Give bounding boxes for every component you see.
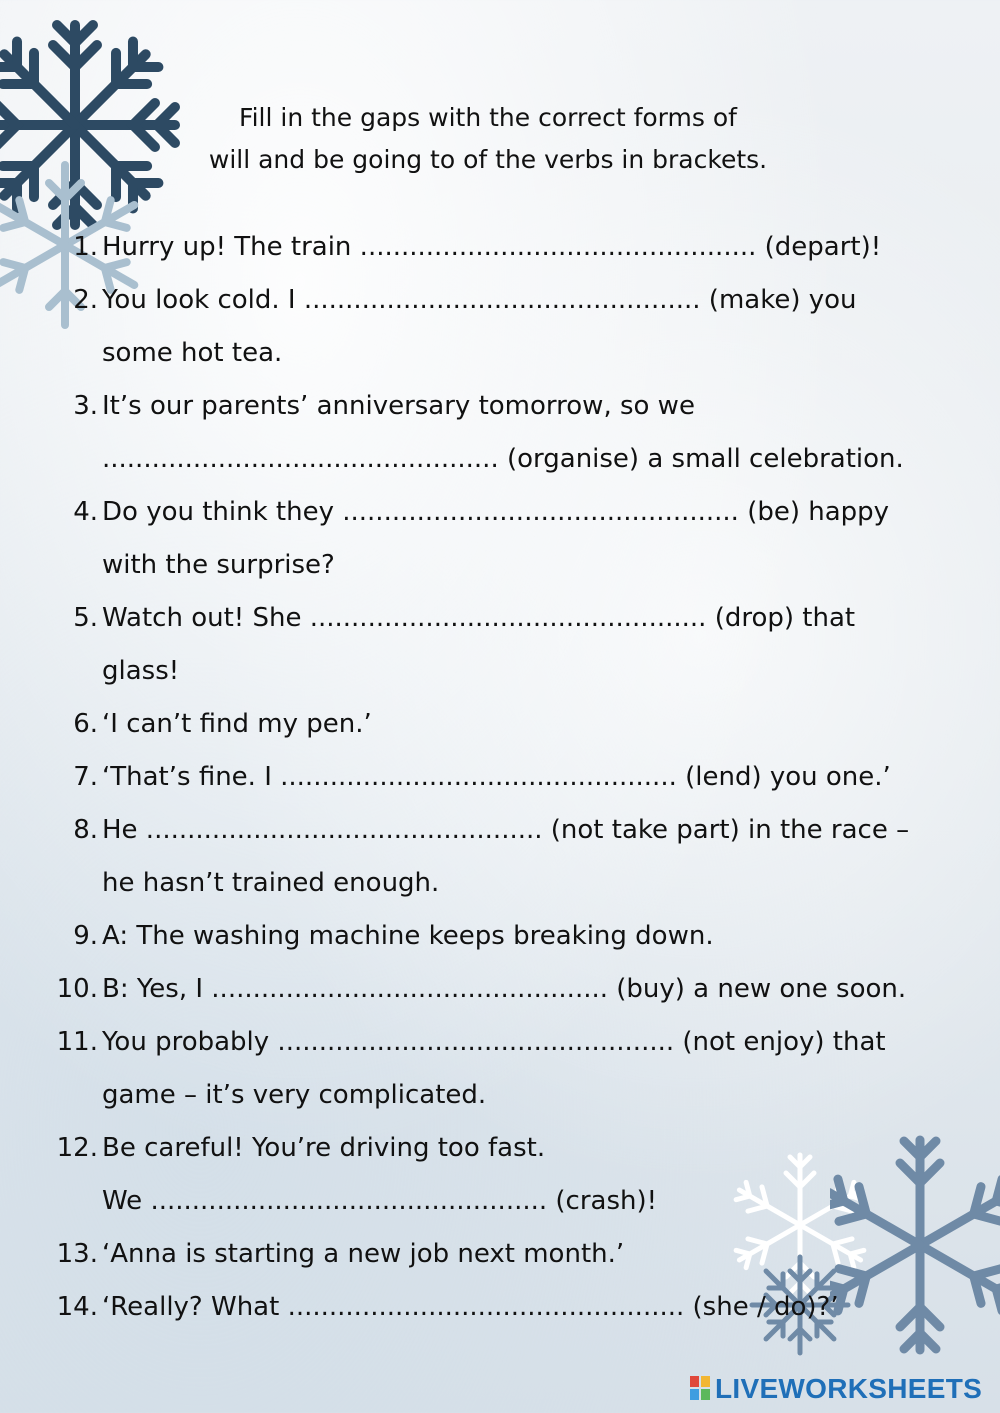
instruction-text <box>178 97 798 181</box>
exercise-line: Be careful! You’re driving too fast. <box>102 1133 546 1163</box>
exercise-number: 8. <box>73 815 98 845</box>
exercise-number: 9. <box>73 921 98 951</box>
exercise-line: You probably ................................................ (not enjoy) that <box>102 1027 886 1057</box>
exercise-text <box>98 963 940 1016</box>
exercise-item <box>40 1122 940 1228</box>
exercise-number: 7. <box>73 762 98 792</box>
exercise-number: 12. <box>56 1133 98 1163</box>
exercise-text <box>98 698 940 751</box>
exercise-line: with the surprise? <box>102 550 335 580</box>
exercise-item <box>40 963 940 1016</box>
exercise-text <box>98 910 940 963</box>
exercise-item <box>40 751 940 804</box>
exercise-line: He ................................................ (not take part) in the race – <box>102 815 910 845</box>
exercise-number: 1. <box>73 232 98 262</box>
exercise-line: Do you think they ................................................ (be) happy <box>102 497 890 527</box>
instruction-line-2: will and be going to of the verbs in brackets. <box>208 145 768 174</box>
exercise-line: ‘Really? What ................................................ (she / do)?’ <box>102 1292 839 1322</box>
exercise-line: some hot tea. <box>102 338 283 368</box>
exercise-line: ‘Anna is starting a new job next month.’ <box>102 1239 625 1269</box>
exercise-item <box>40 274 940 380</box>
exercise-text <box>98 380 940 486</box>
exercise-line: ................................................ (organise) a small celebration. <box>102 444 904 474</box>
exercise-text <box>98 1122 940 1228</box>
exercise-number: 4. <box>73 497 98 527</box>
exercise-text <box>98 1016 940 1122</box>
exercise-item <box>40 910 940 963</box>
exercise-text <box>98 1228 940 1281</box>
exercise-line: We ................................................ (crash)! <box>102 1186 658 1216</box>
exercise-item <box>40 1016 940 1122</box>
exercise-item <box>40 592 940 698</box>
exercise-line: Watch out! She ................................................ (drop) that <box>102 603 856 633</box>
exercise-item <box>40 804 940 910</box>
instruction-line-1: Fill in the gaps with the correct forms of <box>239 103 737 132</box>
exercise-text <box>98 804 940 910</box>
exercise-line: A: The washing machine keeps breaking down. <box>102 921 714 951</box>
liveworksheets-logo <box>690 1374 982 1404</box>
exercise-line: You look cold. I ................................................ (make) you <box>102 285 857 315</box>
exercise-text <box>98 274 940 380</box>
exercise-number: 13. <box>56 1239 98 1269</box>
exercise-item <box>40 698 940 751</box>
exercise-text <box>98 751 940 804</box>
exercise-line: he hasn’t trained enough. <box>102 868 440 898</box>
exercise-line: Hurry up! The train ................................................ (depart)! <box>102 232 882 262</box>
exercise-line: glass! <box>102 656 180 686</box>
exercise-line: game – it’s very complicated. <box>102 1080 487 1110</box>
exercise-number: 14. <box>56 1292 98 1322</box>
exercise-text <box>98 1281 940 1334</box>
exercise-text <box>98 592 940 698</box>
exercise-line: B: Yes, I ................................................ (buy) a new one soon. <box>102 974 907 1004</box>
exercise-number: 6. <box>73 709 98 739</box>
exercise-number: 10. <box>56 974 98 1004</box>
exercise-item <box>40 380 940 486</box>
liveworksheets-logo-icon <box>690 1376 712 1402</box>
exercise-line: It’s our parents’ anniversary tomorrow, so we <box>102 391 695 421</box>
exercise-item <box>40 486 940 592</box>
liveworksheets-brand-text: LIVEWORKSHEETS <box>715 1373 983 1404</box>
exercise-number: 3. <box>73 391 98 421</box>
exercise-item <box>40 1228 940 1281</box>
exercise-line: ‘That’s fine. I ................................................ (lend) you one.’ <box>102 762 891 792</box>
exercise-number: 11. <box>56 1027 98 1057</box>
exercise-text <box>98 221 940 274</box>
exercise-text <box>98 486 940 592</box>
exercise-item <box>40 1281 940 1334</box>
exercise-number: 5. <box>73 603 98 633</box>
exercise-number: 2. <box>73 285 98 315</box>
exercise-list <box>40 221 940 1334</box>
exercise-item <box>40 221 940 274</box>
exercise-line: ‘I can’t find my pen.’ <box>102 709 372 739</box>
